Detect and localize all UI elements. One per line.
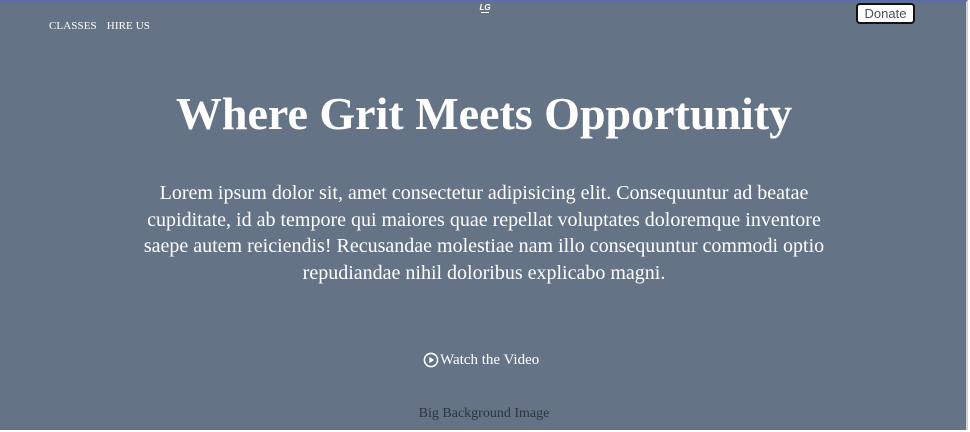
play-circle-icon — [423, 352, 439, 368]
logo-underline — [481, 12, 489, 13]
watch-video-label: Watch the Video — [440, 352, 540, 368]
hero-body: Lorem ipsum dolor sit, amet consectetur adipisicing elit. Consequuntur ad beatae cupiditate, id ab tempore qui maiores quae repellat voluptates doloremque inventore saepe autem reiciendis! Recusandae molestiae nam illo consequuntur commodi optio repudiandae nihil doloribus explicabo magni. — [143, 182, 825, 284]
main-nav — [49, 20, 150, 32]
background-image-caption: Big Background Image — [418, 406, 550, 421]
watch-video-link[interactable] — [423, 351, 539, 369]
donate-button[interactable]: Donate — [856, 3, 915, 24]
lg-logo[interactable] — [478, 2, 492, 16]
hero-title: Where Grit Meets Opportunity — [175, 88, 793, 139]
nav-item-classes[interactable]: CLASSES — [49, 20, 97, 32]
logo-text: LG — [479, 3, 491, 12]
nav-item-hire-us[interactable]: HIRE US — [106, 20, 150, 32]
